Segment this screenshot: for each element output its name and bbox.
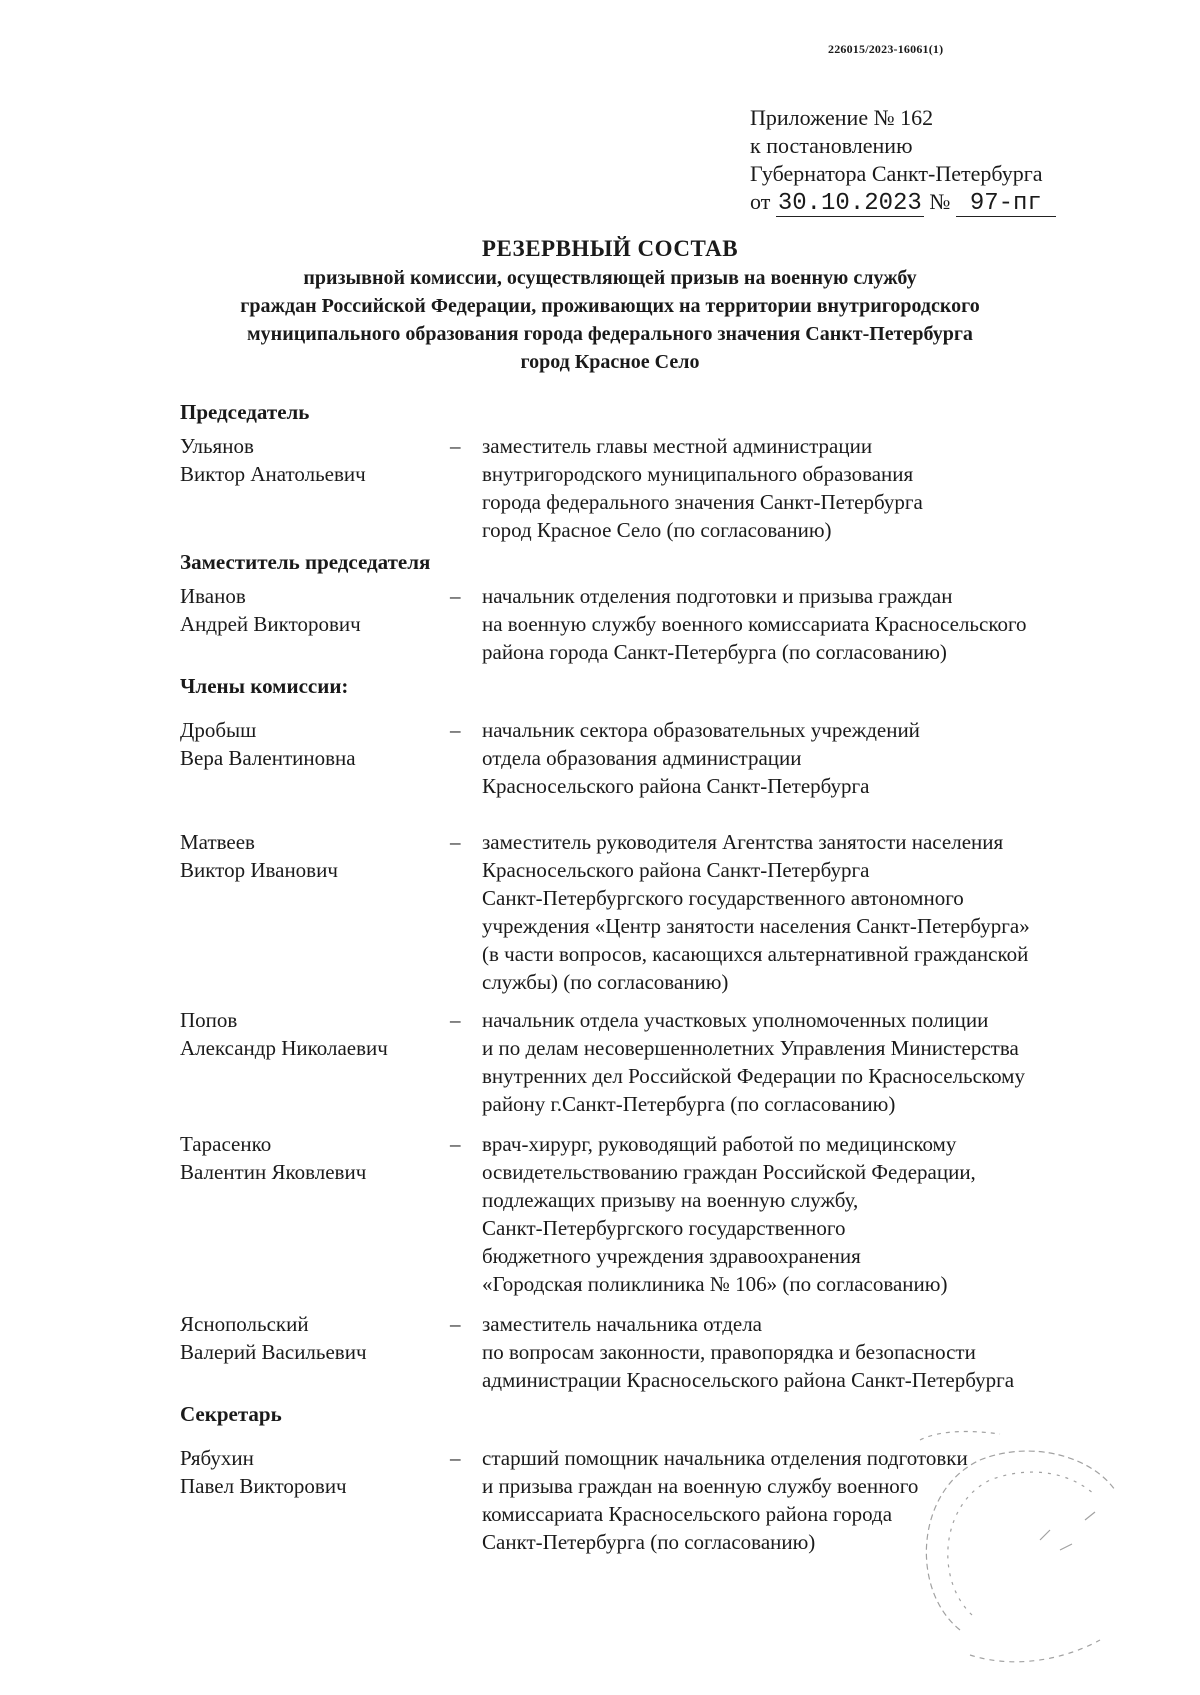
position-line: Красносельского района Санкт-Петербурга <box>482 858 870 882</box>
member-position <box>482 1444 1132 1556</box>
member-name <box>180 1444 450 1500</box>
position-line: комиссариата Красносельского района города <box>482 1502 893 1526</box>
member-given-name: Андрей Викторович <box>180 612 361 636</box>
position-line: освидетельствованию граждан Российской Федерации, <box>482 1160 976 1184</box>
member-surname: Рябухин <box>180 1446 254 1470</box>
title-line: город Красное Село <box>520 351 700 373</box>
position-line: внутренних дел Российской Федерации по Красносельскому <box>482 1064 1025 1088</box>
dash: – <box>450 830 461 854</box>
position-line: района города Санкт-Петербурга (по согласованию) <box>482 640 947 664</box>
member-position <box>482 1006 1132 1118</box>
position-line: Санкт-Петербургского государственного автономного <box>482 886 964 910</box>
title-main: РЕЗЕРВНЫЙ СОСТАВ <box>481 236 739 261</box>
decree-number: 97-пг <box>956 192 1056 217</box>
annex-date-line <box>750 188 1056 217</box>
member-position <box>482 1130 1132 1298</box>
dash: – <box>450 584 461 608</box>
member-surname: Иванов <box>180 584 246 608</box>
role-heading-chair: Председатель <box>180 400 310 424</box>
title-line: граждан Российской Федерации, проживающих на территории внутригородского <box>240 295 980 317</box>
member-surname: Попов <box>180 1008 238 1032</box>
member-name <box>180 716 450 772</box>
member-position <box>482 716 1132 800</box>
document-registration-number: 226015/2023-16061(1) <box>828 42 944 56</box>
role-heading-deputy: Заместитель председателя <box>180 550 431 574</box>
document-title <box>150 234 1070 376</box>
position-line: бюджетного учреждения здравоохранения <box>482 1244 861 1268</box>
position-line: учреждения «Центр занятости населения Санкт-Петербурга» <box>482 914 1030 938</box>
position-line: Красносельского района Санкт-Петербурга <box>482 774 870 798</box>
member-given-name: Павел Викторович <box>180 1474 347 1498</box>
member-name <box>180 1310 450 1366</box>
member-surname: Матвеев <box>180 830 255 854</box>
position-line: начальник сектора образовательных учреждений <box>482 718 920 742</box>
member-name <box>180 1006 450 1062</box>
member-surname: Тарасенко <box>180 1132 272 1156</box>
position-line: Санкт-Петербургского государственного <box>482 1216 846 1240</box>
decree-date: 30.10.2023 <box>777 190 922 217</box>
number-prefix: № <box>929 189 951 214</box>
member-given-name: Вера Валентиновна <box>180 746 356 770</box>
position-line: старший помощник начальника отделения подготовки <box>482 1446 968 1470</box>
position-line: города федерального значения Санкт-Петербурга <box>482 490 923 514</box>
title-line: муниципального образования города федерального значения Санкт-Петербурга <box>247 323 973 345</box>
member-position <box>482 828 1132 996</box>
member-given-name: Александр Николаевич <box>180 1036 388 1060</box>
position-line: город Красное Село (по согласованию) <box>482 518 832 542</box>
position-line: начальник отдела участковых уполномоченных полиции <box>482 1008 989 1032</box>
position-line: подлежащих призыву на военную службу, <box>482 1188 859 1212</box>
member-row <box>180 432 1140 544</box>
member-name <box>180 828 450 884</box>
position-line: Санкт-Петербурга (по согласованию) <box>482 1530 816 1554</box>
position-line: на военную службу военного комиссариата Красносельского <box>482 612 1027 636</box>
member-position <box>482 1310 1132 1394</box>
position-line: врач-хирург, руководящий работой по медицинскому <box>482 1132 957 1156</box>
position-line: отдела образования администрации <box>482 746 802 770</box>
annex-line: Приложение № 162 <box>750 105 934 130</box>
member-name <box>180 582 450 638</box>
member-surname: Дробыш <box>180 718 257 742</box>
position-line: району г.Санкт-Петербурга (по согласованию) <box>482 1092 896 1116</box>
role-heading-members: Члены комиссии: <box>180 674 349 698</box>
member-given-name: Виктор Иванович <box>180 858 338 882</box>
member-name <box>180 1130 450 1186</box>
dash: – <box>450 434 461 458</box>
member-given-name: Валерий Васильевич <box>180 1340 367 1364</box>
position-line: заместитель главы местной администрации <box>482 434 873 458</box>
member-row <box>180 582 1140 666</box>
dash: – <box>450 1312 461 1336</box>
dash: – <box>450 1446 461 1470</box>
annex-line: к постановлению <box>750 133 913 158</box>
position-line: «Городская поликлиника № 106» (по согласованию) <box>482 1272 948 1296</box>
member-given-name: Валентин Яковлевич <box>180 1160 367 1184</box>
member-row <box>180 1444 1140 1556</box>
member-surname: Ульянов <box>180 434 254 458</box>
member-surname: Яснопольский <box>180 1312 309 1336</box>
annex-header <box>750 104 1056 217</box>
date-prefix: от <box>750 189 771 214</box>
member-row <box>180 828 1140 996</box>
position-line: администрации Красносельского района Санкт-Петербурга <box>482 1368 1015 1392</box>
position-line: внутригородского муниципального образования <box>482 462 914 486</box>
member-name <box>180 432 450 488</box>
member-row <box>180 1006 1140 1118</box>
position-line: начальник отделения подготовки и призыва граждан <box>482 584 953 608</box>
dash: – <box>450 1132 461 1156</box>
member-row <box>180 716 1140 800</box>
commission-members <box>180 398 1140 1556</box>
role-heading-secretary: Секретарь <box>180 1402 282 1426</box>
dash: – <box>450 718 461 742</box>
member-row <box>180 1310 1140 1394</box>
title-line: призывной комиссии, осуществляющей призыв на военную службу <box>303 267 917 289</box>
position-line: и призыва граждан на военную службу военного <box>482 1474 919 1498</box>
annex-line: Губернатора Санкт-Петербурга <box>750 161 1043 186</box>
position-line: и по делам несовершеннолетних Управления Министерства <box>482 1036 1019 1060</box>
position-line: заместитель начальника отдела <box>482 1312 762 1336</box>
position-line: службы) (по согласованию) <box>482 970 729 994</box>
member-given-name: Виктор Анатольевич <box>180 462 366 486</box>
position-line: по вопросам законности, правопорядка и безопасности <box>482 1340 976 1364</box>
position-line: заместитель руководителя Агентства занятости населения <box>482 830 1004 854</box>
member-position <box>482 432 1132 544</box>
dash: – <box>450 1008 461 1032</box>
position-line: (в части вопросов, касающихся альтернативной гражданской <box>482 942 1029 966</box>
member-position <box>482 582 1132 666</box>
member-row <box>180 1130 1140 1298</box>
